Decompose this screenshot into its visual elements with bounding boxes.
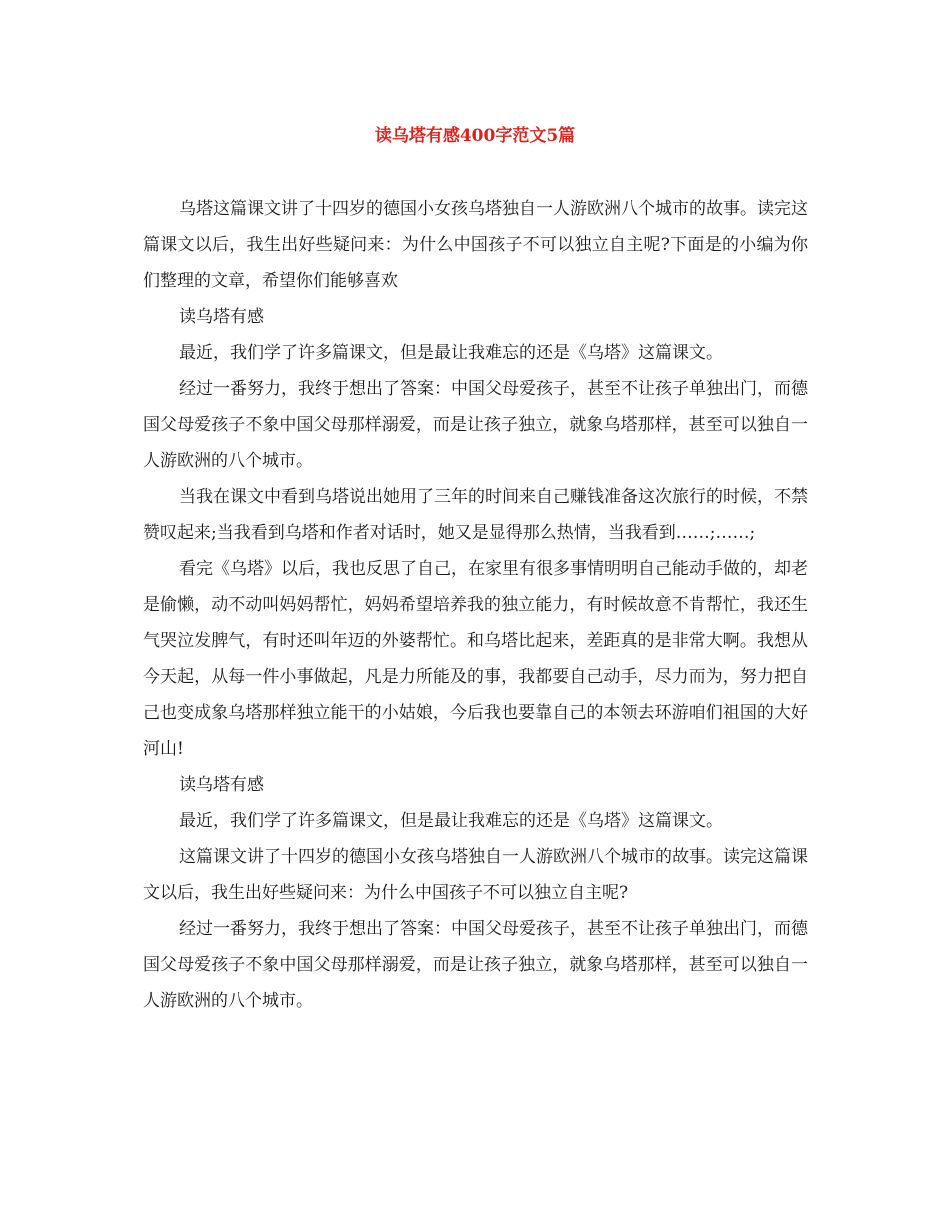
section-heading: 读乌塔有感 — [179, 775, 264, 795]
paragraph: 最近，我们学了许多篇课文，但是最让我难忘的还是《乌塔》这篇课文。 — [179, 343, 723, 363]
paragraph: 经过一番努力，我终于想出了答案：中国父母爱孩子，甚至不让孩子单独出门，而德国父母爱孩子不象中国父母那样溺爱，而是让孩子独立，就象乌塔那样，甚至可以独自一人游欧洲的八个城市。 — [143, 919, 808, 1011]
paragraph: 这篇课文讲了十四岁的德国小女孩乌塔独自一人游欧洲八个城市的故事。读完这篇课文以后，我生出好些疑问来：为什么中国孩子不可以独立自主呢? — [143, 847, 808, 903]
paragraph: 当我在课文中看到乌塔说出她用了三年的时间来自己赚钱准备这次旅行的时候，不禁赞叹起来;当我看到乌塔和作者对话时，她又是显得那么热情，当我看到……;……; — [143, 487, 808, 543]
paragraph: 最近，我们学了许多篇课文，但是最让我难忘的还是《乌塔》这篇课文。 — [179, 811, 723, 831]
document-title: 读乌塔有感400字范文5篇 — [374, 126, 576, 146]
section-heading: 读乌塔有感 — [179, 307, 264, 327]
paragraph: 看完《乌塔》以后，我也反思了自己，在家里有很多事情明明自己能动手做的，却老是偷懒，动不动叫妈妈帮忙，妈妈希望培养我的独立能力，有时候故意不肯帮忙，我还生气哭泣发脾气，有时还叫年迈的外婆帮忙。和乌塔比起来，差距真的是非常大啊。我想从今天起，从每一件小事做起，凡是力所能及的事，我都要自己动手，尽力而为，努力把自己也变成象乌塔那样独立能干的小姑娘，今后我也要靠自己的本领去环游咱们祖国的大好河山! — [143, 559, 808, 759]
paragraph: 经过一番努力，我终于想出了答案：中国父母爱孩子，甚至不让孩子单独出门，而德国父母爱孩子不象中国父母那样溺爱，而是让孩子独立，就象乌塔那样，甚至可以独自一人游欧洲的八个城市。 — [143, 379, 808, 471]
paragraph-intro: 乌塔这篇课文讲了十四岁的德国小女孩乌塔独自一人游欧洲八个城市的故事。读完这篇课文以后，我生出好些疑问来：为什么中国孩子不可以独立自主呢?下面是的小编为你们整理的文章，希望你们能够喜欢 — [143, 199, 808, 291]
document-body — [143, 191, 808, 1019]
